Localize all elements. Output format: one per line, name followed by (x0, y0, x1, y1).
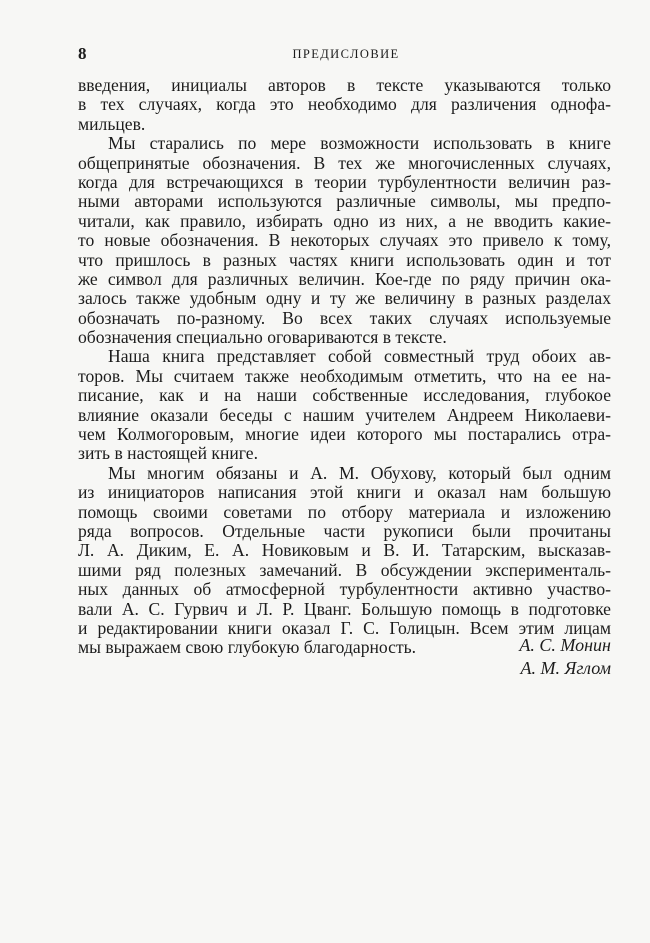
text-line: помощь своими советами по отбору материала и изложению (78, 501, 611, 522)
text-line: вали А. С. Гурвич и Л. Р. Цванг. Большую помощь в подготовке (78, 598, 611, 619)
text-line: Мы многим обязаны и А. М. Обухову, который был одним (108, 462, 611, 483)
text-line: общепринятые обозначения. В тех же многочисленных случаях, (78, 152, 611, 173)
text-line: и редактировании книги оказал Г. С. Голицын. Всем этим лицам (78, 617, 611, 638)
text-line: ными авторами используются различные символы, мы предпо- (78, 191, 611, 212)
text-line: мильцев. (78, 113, 146, 134)
text-line: что пришлось в разных частях книги использовать один и тот (78, 249, 611, 270)
text-line: то новые обозначения. В некоторых случаях это привело к тому, (78, 230, 611, 251)
preface-text (78, 76, 611, 658)
text-line: зить в настоящей книге. (78, 443, 258, 464)
text-line: шими ряд полезных замечаний. В обсуждении эксперименталь- (78, 559, 611, 580)
text-line: торов. Мы считаем также необходимым отметить, что на ее на- (78, 365, 611, 386)
text-line: Л. А. Диким, Е. А. Новиковым и В. И. Татарским, высказав- (78, 540, 611, 561)
page-header (78, 44, 614, 68)
text-line: ряда вопросов. Отдельные части рукописи были прочитаны (78, 520, 611, 541)
paragraph-1 (78, 76, 611, 134)
running-head: ПРЕДИСЛОВИЕ (292, 47, 400, 61)
text-line: Мы старались по мере возможности использовать в книге (108, 133, 611, 154)
text-line: когда для встречающихся в теории турбулентности величин раз- (78, 171, 611, 192)
text-line: обозначения специально оговариваются в тексте. (78, 327, 447, 348)
text-line: читали, как правило, избирать одно из них, а не вводить какие- (78, 210, 611, 231)
text-line: писание, как и на наши собственные исследования, глубокое (78, 385, 611, 406)
text-line: введения, инициалы авторов в тексте указываются только (78, 75, 611, 95)
text-line: Наша книга представляет собой совместный труд обоих ав- (108, 346, 611, 367)
text-line: мы выражаем свою глубокую благодарность. (78, 637, 417, 658)
text-line: обозначать по-разному. Во всех таких случаях используемые (78, 307, 611, 328)
text-line: ных данных об атмосферной турбулентности активно участво- (78, 579, 611, 600)
paragraph-3 (78, 347, 611, 463)
text-line: же символ для различных величин. Кое-где по ряду причин ока- (78, 268, 611, 289)
author-signature: А. М. Яглом (520, 658, 611, 678)
text-line: в тех случаях, когда это необходимо для различения однофа- (78, 94, 611, 115)
page-number: 8 (78, 44, 87, 63)
text-line: из инициаторов написания этой книги и оказал нам большую (78, 482, 611, 503)
text-line: залось также удобным одну и ту же величину в разных разделах (78, 288, 611, 309)
paragraph-4 (78, 464, 611, 658)
paragraph-2 (78, 134, 611, 347)
signature-block (400, 634, 611, 680)
text-line: чем Колмогоровым, многие идеи которого мы постарались отра- (78, 424, 611, 445)
author-signature: А. С. Монин (519, 635, 611, 655)
text-line: влияние оказали беседы с нашим учителем Андреем Николаеви- (78, 404, 611, 425)
